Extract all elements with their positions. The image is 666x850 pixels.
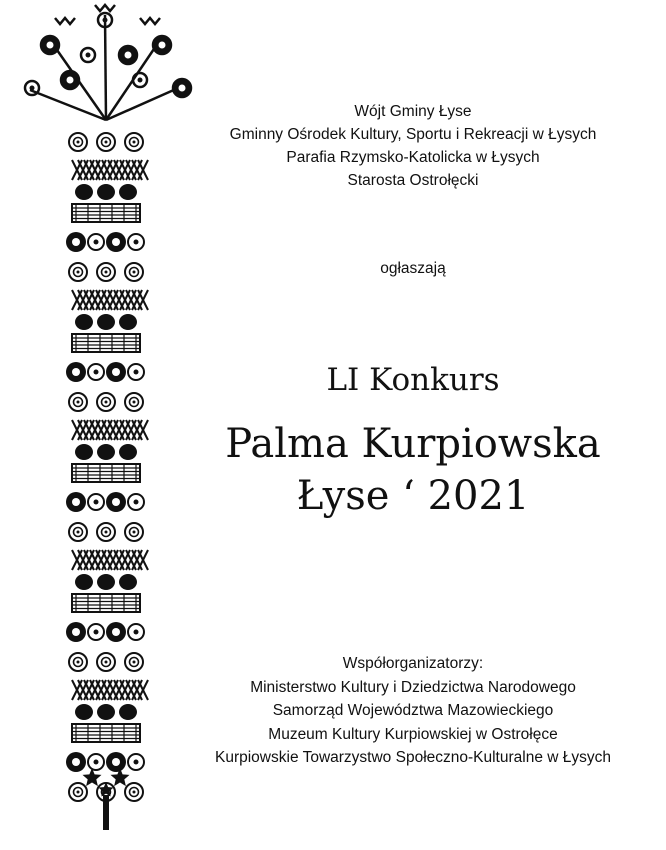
palm-band bbox=[69, 523, 143, 541]
palm-band bbox=[69, 653, 143, 671]
announce-text: ogłaszają bbox=[380, 260, 446, 277]
palm-band bbox=[72, 290, 148, 330]
organizer-line: Gminny Ośrodek Kultury, Sportu i Rekreacji w Łysych bbox=[229, 126, 597, 143]
palm-band bbox=[72, 550, 148, 590]
palm-band bbox=[72, 204, 140, 222]
palm-band bbox=[66, 232, 144, 252]
palm-crown bbox=[25, 5, 191, 120]
palm-base bbox=[83, 768, 130, 830]
coorganizer-line: Kurpiowskie Towarzystwo Społeczno-Kulturalne w Łysych bbox=[215, 749, 611, 766]
contest-name: Palma Kurpiowska bbox=[225, 421, 601, 467]
palm-band bbox=[66, 492, 144, 512]
palm-band bbox=[66, 622, 144, 642]
organizer-line: Wójt Gminy Łyse bbox=[354, 103, 472, 120]
palm-stem bbox=[66, 133, 148, 830]
coorganizer-line: Muzeum Kultury Kurpiowskiej w Ostrołęce bbox=[268, 725, 558, 743]
palm-band bbox=[66, 752, 144, 772]
coorganizer-line: Samorząd Województwa Mazowieckiego bbox=[272, 702, 554, 719]
palm-band bbox=[69, 133, 143, 151]
palm-band bbox=[72, 680, 148, 720]
organizer-line: Starosta Ostrołęcki bbox=[347, 172, 479, 189]
organizers-list bbox=[180, 100, 646, 192]
coorganizers-list bbox=[180, 652, 646, 770]
palm-band bbox=[72, 594, 140, 612]
organizer-line: Parafia Rzymsko-Katolicka w Łysych bbox=[286, 149, 540, 166]
palm-band bbox=[66, 362, 144, 382]
palm-band bbox=[72, 464, 140, 482]
coorganizer-line: Ministerstwo Kultury i Dziedzictwa Narodowego bbox=[250, 678, 576, 696]
palm-band bbox=[72, 160, 148, 200]
palm-band bbox=[72, 334, 140, 352]
coorganizers-heading: Współorganizatorzy: bbox=[342, 655, 484, 672]
contest-title: LI Konkurs bbox=[326, 362, 500, 398]
contest-place-year: Łyse ‘ 2021 bbox=[296, 473, 530, 519]
palm-band bbox=[69, 263, 143, 281]
palm-band bbox=[72, 420, 148, 460]
palm-band bbox=[69, 393, 143, 411]
palm-band bbox=[72, 724, 140, 742]
